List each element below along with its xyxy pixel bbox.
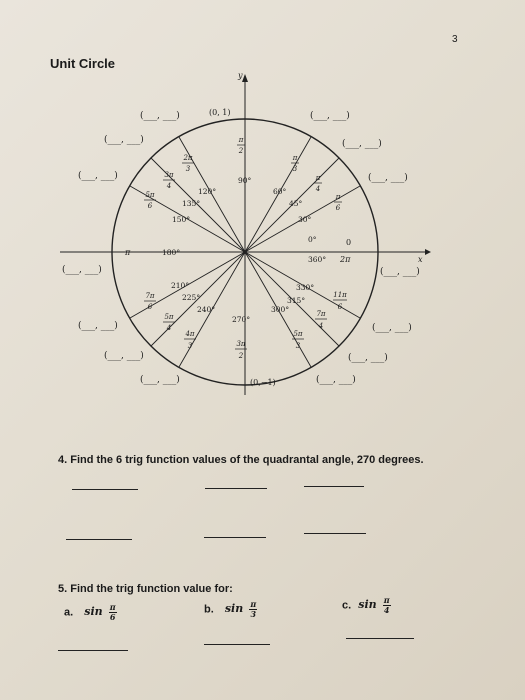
answer-blank-4-4[interactable]	[66, 539, 132, 540]
point-top: (0, 1)	[209, 108, 231, 117]
rad-3pi2-den: 2	[238, 352, 244, 360]
deg-315: 315°	[287, 296, 306, 305]
deg-240: 240°	[197, 305, 216, 314]
point-bottom: (0,−1)	[250, 378, 276, 387]
coord-box-240: (___, ___)	[140, 375, 180, 385]
label-a: a.	[64, 606, 74, 619]
rad-3pi4-den: 4	[166, 182, 172, 190]
rad-7pi4-den: 4	[318, 322, 324, 330]
x-axis-label: x	[418, 255, 423, 264]
deg-270: 270°	[232, 315, 251, 324]
rad-11pi6-num: 11π	[333, 291, 347, 299]
y-axis-arrow	[242, 74, 248, 82]
rad-4pi3-den: 3	[187, 342, 193, 350]
answer-blank-5c[interactable]	[346, 638, 414, 639]
fraction-b	[249, 600, 257, 619]
deg-180: 180°	[162, 248, 181, 257]
rad-pi6-num: π	[335, 193, 341, 201]
deg-60: 60°	[273, 187, 287, 196]
coord-box-300: (___, ___)	[316, 375, 356, 385]
deg-360: 360°	[308, 255, 327, 264]
y-axis-label: y	[238, 71, 243, 80]
rad-pi6-den: 6	[335, 204, 341, 212]
coord-box-210: (___, ___)	[78, 321, 118, 331]
question-5: 5. Find the trig function value for:	[58, 583, 233, 595]
question-5a	[64, 603, 117, 622]
deg-330: 330°	[296, 283, 315, 292]
coord-box-330: (___, ___)	[372, 323, 412, 333]
rad-pi3-den: 3	[292, 165, 298, 173]
rad-pi4-den: 4	[315, 185, 321, 193]
coord-box-315: (___, ___)	[348, 353, 388, 363]
deg-45: 45°	[289, 199, 303, 208]
answer-blank-4-2[interactable]	[205, 488, 267, 489]
rad-7pi6-den: 6	[147, 303, 153, 311]
x-axis-arrow	[425, 249, 431, 255]
rad-11pi6-den: 6	[337, 303, 343, 311]
deg-0: 0°	[308, 235, 317, 244]
rad-3pi2-num: 3π	[236, 340, 246, 348]
rad-4pi3-num: 4π	[185, 330, 195, 338]
coord-box-225: (___, ___)	[104, 351, 144, 361]
page-title: Unit Circle	[50, 56, 116, 71]
sin-b: sin	[224, 602, 244, 616]
fraction-a-num: π	[109, 602, 116, 612]
fraction-b-den: 3	[250, 609, 257, 619]
deg-225: 225°	[182, 293, 201, 302]
deg-30: 30°	[298, 215, 312, 224]
rad-5pi3-den: 3	[295, 342, 301, 350]
rad-pi2-den: 2	[238, 147, 244, 155]
rad-5pi3-num: 5π	[293, 330, 303, 338]
question-5c	[342, 596, 391, 615]
answer-blank-4-6[interactable]	[304, 533, 366, 534]
deg-210: 210°	[171, 281, 190, 290]
fraction-c	[383, 596, 391, 615]
coord-box-120: (___, ___)	[140, 111, 180, 121]
rad-2pi3-num: 2π	[183, 154, 193, 162]
coord-box-45: (___, ___)	[342, 139, 382, 149]
rad-5pi4-den: 4	[166, 324, 172, 332]
page-number: 3	[452, 34, 458, 45]
answer-blank-5b[interactable]	[204, 644, 270, 645]
fraction-a-den: 6	[109, 612, 116, 622]
rad-pi4-num: π	[315, 174, 321, 182]
coord-box-150: (___, ___)	[78, 171, 118, 181]
answer-blank-4-3[interactable]	[304, 486, 364, 487]
question-4: 4. Find the 6 trig function values of the quadrantal angle, 270 degrees.	[58, 454, 424, 466]
coord-box-30: (___, ___)	[368, 173, 408, 183]
rad-7pi4-num: 7π	[316, 310, 326, 318]
label-c: c.	[342, 599, 352, 612]
deg-300: 300°	[271, 305, 290, 314]
fraction-c-den: 4	[383, 605, 390, 615]
rad-2pi: 2π	[340, 255, 351, 264]
rad-pi3-num: π	[292, 154, 298, 162]
label-b: b.	[204, 603, 214, 616]
coord-box-135: (___, ___)	[104, 135, 144, 145]
answer-blank-5a[interactable]	[58, 650, 128, 651]
fraction-c-num: π	[383, 595, 390, 605]
fraction-b-num: π	[250, 599, 257, 609]
answer-blank-4-1[interactable]	[72, 489, 138, 490]
coord-box-0: (___, ___)	[380, 267, 420, 277]
fraction-a	[109, 603, 117, 622]
rad-5pi6-num: 5π	[145, 191, 155, 199]
coord-box-180: (___, ___)	[62, 265, 102, 275]
sin-c: sin	[358, 598, 377, 612]
rad-5pi6-den: 6	[147, 202, 153, 210]
rad-2pi3-den: 3	[185, 165, 191, 173]
rad-5pi4-num: 5π	[164, 313, 174, 321]
deg-90: 90°	[238, 176, 252, 185]
deg-135: 135°	[182, 199, 201, 208]
question-5b	[204, 600, 257, 619]
rad-pi2-num: π	[238, 136, 244, 144]
sin-a: sin	[84, 605, 103, 619]
answer-blank-4-5[interactable]	[204, 537, 266, 538]
rad-3pi4-num: 3π	[164, 171, 174, 179]
rad-7pi6-num: 7π	[145, 292, 155, 300]
rad-pi: π	[125, 248, 131, 257]
rad-0: 0	[346, 238, 352, 247]
coord-box-60: (___, ___)	[310, 111, 350, 121]
deg-120: 120°	[198, 187, 217, 196]
deg-150: 150°	[172, 215, 191, 224]
